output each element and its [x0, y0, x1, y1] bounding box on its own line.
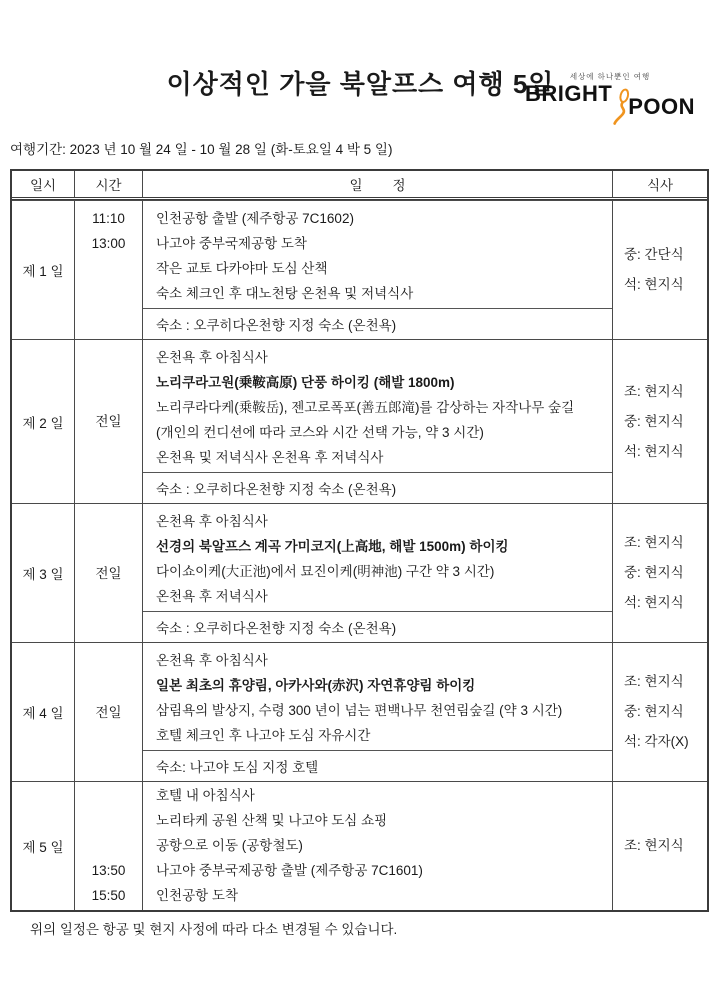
- itinerary-cell: [143, 504, 613, 642]
- itinerary-line: 노리쿠라다케(乗鞍岳), 젠고로폭포(善五郎滝)를 감상하는 자작나무 숲길: [156, 400, 575, 415]
- day-label: 제 4 일: [12, 643, 75, 781]
- meal-line: 석: 현지식: [624, 443, 684, 459]
- time-cell: [75, 504, 143, 642]
- meal-line: 중: 간단식: [624, 247, 684, 262]
- header-cell-date: 일시: [12, 171, 75, 197]
- itinerary-cell: [143, 201, 613, 339]
- itinerary-line: 나고야 중부국제공항 도착: [156, 236, 307, 251]
- footnote: 위의 일정은 항공 및 현지 사정에 따라 다소 변경될 수 있습니다.: [30, 922, 398, 937]
- itinerary-line: 나고야 중부국제공항 출발 (제주항공 7C1601): [156, 863, 423, 878]
- itinerary-line: 온천욕 후 아침식사: [156, 653, 268, 668]
- meal-cell: [613, 504, 707, 642]
- itinerary-line: 온천욕 후 저녁식사: [156, 589, 268, 604]
- header-cell-itinerary: 일 정: [143, 171, 613, 197]
- time-value: 13:50: [91, 863, 126, 878]
- day-row-1: [12, 200, 707, 339]
- header-cell-meal: 식사: [646, 178, 674, 193]
- time-cell: [75, 782, 143, 910]
- day-row-3: [12, 503, 707, 642]
- itinerary-line: 호텔 내 아침식사: [156, 788, 255, 803]
- logo-brand-right: POON: [628, 94, 695, 119]
- meal-line: 중: 현지식: [624, 704, 684, 719]
- itinerary-line: (개인의 컨디션에 따라 코스와 시간 선택 가능, 약 3 시간): [156, 425, 484, 440]
- meal-cell: [613, 643, 707, 781]
- lodging-line: 숙소 : 오쿠히다온천향 지정 숙소 (온천욕): [143, 611, 612, 642]
- itinerary-cell: [143, 643, 613, 781]
- lodging-line: 숙소 : 오쿠히다온천향 지정 숙소 (온천욕): [143, 472, 612, 503]
- meal-line: 중: 현지식: [624, 565, 684, 580]
- itinerary-line: 노리타케 공원 산책 및 나고야 도심 쇼핑: [156, 813, 388, 828]
- meal-line: 석: 각자(X): [624, 734, 689, 749]
- itinerary-line: 삼림욕의 발상지, 수령 300 년이 넘는 편백나무 천연림숲길 (약 3 시간): [156, 703, 563, 718]
- logo-brand-left: BRIGHT: [525, 81, 613, 106]
- itinerary-line: 온천욕 및 저녁식사 온천욕 후 저녁식사: [156, 450, 384, 465]
- itinerary-line: 인천공항 도착: [156, 888, 238, 903]
- time-cell: [75, 340, 143, 503]
- table-header-row: [12, 171, 707, 200]
- itinerary-line: 일본 최초의 휴양림, 아카사와(赤沢) 자연휴양림 하이킹: [156, 678, 476, 693]
- lodging-line: 숙소: 나고야 도심 지정 호텔: [143, 750, 612, 781]
- meal-line: 조: 현지식: [624, 383, 684, 399]
- itinerary-line: 숙소 체크인 후 대노천탕 온천욕 및 저녁식사: [156, 286, 414, 301]
- page-title: 이상적인 가을 북알프스 여행 5일: [166, 69, 555, 99]
- lodging-line: 숙소 : 오쿠히다온천향 지정 숙소 (온천욕): [143, 308, 612, 339]
- itinerary-line: 호텔 체크인 후 나고야 도심 자유시간: [156, 728, 371, 743]
- itinerary-line: 공항으로 이동 (공항철도): [156, 838, 303, 853]
- meal-line: 조: 현지식: [624, 535, 684, 550]
- itinerary-cell: [143, 782, 613, 910]
- time-value: 전일: [95, 565, 122, 581]
- meal-line: 조: 현지식: [624, 674, 684, 689]
- itinerary-line: 노리쿠라고원(乗鞍高原) 단풍 하이킹 (해발 1800m): [156, 375, 455, 390]
- day-label: 제 2 일: [12, 340, 75, 503]
- time-value: 15:50: [91, 888, 126, 903]
- meal-line: 석: 현지식: [624, 595, 684, 610]
- meal-line: 조: 현지식: [624, 838, 684, 853]
- day-label: 제 3 일: [12, 504, 75, 642]
- meal-line: 석: 현지식: [624, 277, 684, 292]
- logo-brand: [525, 83, 695, 128]
- itinerary-table: [10, 169, 709, 912]
- day-label: 제 5 일: [12, 782, 75, 910]
- time-cell: [75, 643, 143, 781]
- day-row-2: [12, 339, 707, 503]
- itinerary-cell: [143, 340, 613, 503]
- itinerary-line: 온천욕 후 아침식사: [156, 350, 268, 365]
- day-row-5: [12, 781, 707, 910]
- trip-period: 여행기간: 2023 년 10 월 24 일 - 10 월 28 일 (화-토요일 4 박 5 일): [10, 142, 393, 157]
- logo-tagline: 세상에 하나뿐인 여행: [569, 72, 651, 81]
- itinerary-line: 선경의 북알프스 계곡 가미코지(上高地, 해발 1500m) 하이킹: [156, 539, 509, 554]
- meal-cell: [613, 340, 707, 503]
- meal-line: 중: 현지식: [624, 413, 684, 429]
- time-value: 전일: [95, 414, 122, 429]
- day-row-4: [12, 642, 707, 781]
- itinerary-line: 인천공항 출발 (제주항공 7C1602): [156, 211, 354, 226]
- header-cell-time: 시간: [75, 171, 143, 197]
- time-cell: [75, 201, 143, 339]
- time-value: 13:00: [91, 236, 126, 251]
- meal-cell: [613, 782, 707, 910]
- itinerary-line: 온천욕 후 아침식사: [156, 514, 268, 529]
- itinerary-line: 작은 교토 다카야마 도심 산책: [156, 261, 328, 276]
- time-value: 11:10: [92, 211, 125, 226]
- itinerary-line: 다이쇼이케(大正池)에서 묘진이케(明神池) 구간 약 3 시간): [156, 564, 495, 579]
- brand-logo: [525, 71, 695, 128]
- time-value: 전일: [95, 704, 122, 720]
- day-label: 제 1 일: [12, 201, 75, 339]
- meal-cell: [613, 201, 707, 339]
